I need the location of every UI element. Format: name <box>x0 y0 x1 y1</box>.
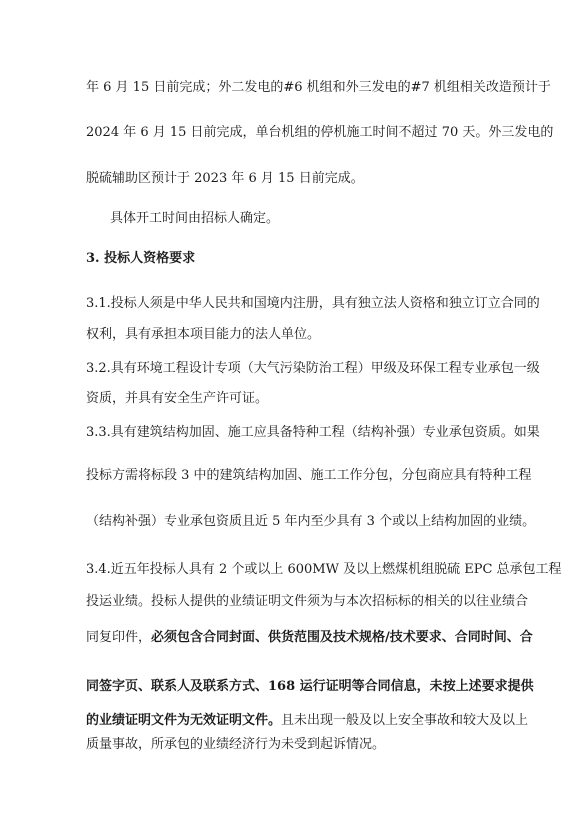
paragraph-line <box>86 713 528 729</box>
paragraph-line: 3.4.近五年投标人具有 2 个或以上 600MW 及以上燃煤机组脱硫 EPC 总承包工程 <box>86 562 562 577</box>
paragraph-line: 2024 年 6 月 15 日前完成，单台机组的停机施工时间不超过 70 天。外三发电的 <box>86 125 554 140</box>
paragraph-line: 同签字页、联系人及联系方式、168 运行证明等合同信息，未按上述要求提供 <box>86 679 534 694</box>
paragraph-line: （结构补强）专业承包资质且近 5 年内至少具有 3 个或以上结构加固的业绩。 <box>86 514 536 529</box>
paragraph-line: 投标方需将标段 3 中的建筑结构加固、施工工作分包，分包商应具有特种工程 <box>86 468 532 483</box>
paragraph-line: 投运业绩。投标人提供的业绩证明文件须为与本次招标标的相关的以往业绩合 <box>86 594 529 609</box>
bold-text: 的业绩证明文件为无效证明文件。 <box>86 713 282 728</box>
paragraph-line: 脱硫辅助区预计于 2023 年 6 月 15 日前完成。 <box>86 171 364 186</box>
paragraph-line: 具体开工时间由招标人确定。 <box>110 211 280 226</box>
paragraph-line <box>86 630 533 646</box>
plain-text: 且未出现一般及以上安全事故和较大及以上 <box>281 713 529 728</box>
paragraph-line: 3.3.具有建筑结构加固、施工应具备特种工程（结构补强）专业承包资质。如果 <box>86 425 540 440</box>
paragraph-line: 资质，并具有安全生产许可证。 <box>86 391 269 406</box>
paragraph-line: 质量事故，所承包的业绩经济行为未受到起诉情况。 <box>86 737 386 752</box>
paragraph-line: 3.1.投标人须是中华人民共和国境内注册，具有独立法人资格和独立订立合同的 <box>86 296 540 311</box>
paragraph-line: 权利，具有承担本项目能力的法人单位。 <box>86 327 321 342</box>
bold-text: 必须包含合同封面、供货范围及技术规格/技术要求、合同时间、合 <box>151 630 533 645</box>
plain-text: 同复印件， <box>86 630 152 645</box>
paragraph-line: 年 6 月 15 日前完成；外二发电的#6 机组和外三发电的#7 机组相关改造预计于 <box>86 80 551 95</box>
section-heading: 3. 投标人资格要求 <box>86 251 196 266</box>
paragraph-line: 3.2.具有环境工程设计专项（大气污染防治工程）甲级及环保工程专业承包一级 <box>86 361 540 376</box>
